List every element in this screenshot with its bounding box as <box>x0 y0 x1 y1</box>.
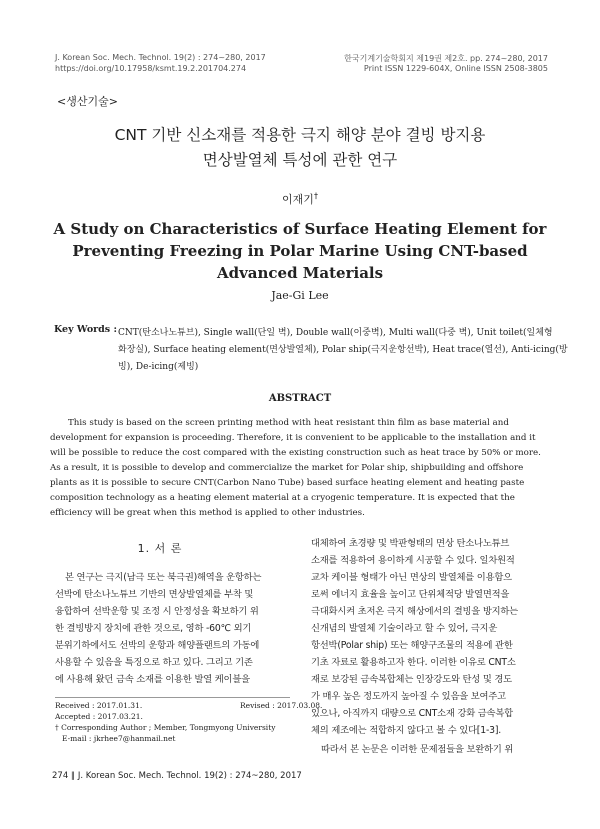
body-line-right: 로써 에너지 효율을 높이고 단위체적당 발열면적을 <box>311 589 510 600</box>
journal-citation-ko: 한국기계기술학회지 제19권 제2호. pp. 274~280, 2017 <box>344 54 548 63</box>
abstract-heading: ABSTRACT <box>268 393 332 404</box>
title-ko-line-2: 면상발열체 특성에 관한 연구 <box>202 151 398 169</box>
keywords-line-3: 빙), De-icing(제빙) <box>118 362 199 372</box>
page-footer: 274 ∥ J. Korean Soc. Mech. Technol. 19(2) : 274~280, 2017 <box>52 771 302 781</box>
body-line-right: 따라서 본 논문은 이러한 문제점들을 보완하기 위 <box>321 744 514 755</box>
body-line-left: 사용할 수 있음을 특징으로 하고 있다. 그리고 기존 <box>55 657 253 668</box>
body-line-right: 항선박(Polar ship) 또는 해양구조물의 적용에 관한 <box>311 640 513 651</box>
keywords-label: Key Words : <box>54 324 117 335</box>
received-date: Received : 2017.01.31. <box>55 701 143 710</box>
body-line-right: 있으나, 아직까지 대량으로 CNT소재 강화 금속복합 <box>311 708 513 719</box>
body-line-left: 융합하여 선박운항 및 조정 시 안정성을 확보하기 위 <box>55 606 259 617</box>
author-en: Jae-Gi Lee <box>271 289 329 302</box>
author-ko-name: 이재기 <box>282 193 314 206</box>
body-line-left: 분위기하에서도 선박의 운항과 해양플랜트의 가동에 <box>55 640 260 651</box>
abstract-line: development for expansion is proceeding. Therefore, it is convenient to be applicable to the installation and it <box>50 433 536 443</box>
abstract-line: This study is based on the screen printing method with heat resistant thin film as base material and <box>68 418 509 428</box>
body-line-right: 기초 자료로 활용하고자 한다. 이러한 이유로 CNT소 <box>311 657 516 668</box>
title-en-line-2: Preventing Freezing in Polar Marine Using CNT-based <box>72 242 528 260</box>
article-category: <생산기술> <box>57 95 118 108</box>
abstract-line: plants as it is possible to secure CNT(Carbon Nano Tube) based surface heating element and heating paste <box>50 478 525 488</box>
body-line-left: 선박에 탄소나노튜브 기반의 면상발열체를 부착 및 <box>55 589 254 600</box>
body-line-left: 본 연구는 극지(남극 또는 북극권)해역을 운항하는 <box>65 572 262 583</box>
body-line-right: 소재를 적용하여 용이하게 시공할 수 있다. 일차원적 <box>311 555 515 566</box>
abstract-line: efficiency will be great when this method is applied to other industries. <box>50 508 365 518</box>
title-en-line-3: Advanced Materials <box>216 264 384 282</box>
journal-citation: J. Korean Soc. Mech. Technol. 19(2) : 274~280, 2017 <box>55 53 266 62</box>
accepted-date: Accepted : 2017.03.21. <box>55 712 143 721</box>
body-line-right: 교차 케이블 형태가 아닌 면상의 발열체를 이용함으 <box>311 572 512 583</box>
abstract-line: As a result, it is possible to develop and commercialize the market for Polar ship, shipbuilding and offshore <box>50 463 524 473</box>
abstract-line: composition technology as a heating element material at a cryogenic temperature. It is expected that the <box>50 493 515 503</box>
revised-date: Revised : 2017.03.08. <box>240 701 323 710</box>
doi-link[interactable]: https://doi.org/10.17958/ksmt.19.2.201704.274 <box>55 64 247 73</box>
body-line-right: 체의 제조에는 적합하지 않다고 볼 수 있다[1-3]. <box>311 725 501 736</box>
author-ko <box>0 191 600 207</box>
body-line-right: 대체하여 초경량 및 박판형태의 면상 탄소나노튜브 <box>311 538 510 549</box>
title-en-line-1: A Study on Characteristics of Surface Heating Element for <box>53 220 547 238</box>
keywords-line-2: 화장실), Surface heating element(면상발열체), Polar ship(극지운항선박), Heat trace(열선), Anti-icing(방 <box>118 345 568 355</box>
abstract-line: will be possible to reduce the cost compared with the existing construction such as heat trace by 50% or more. <box>50 448 541 458</box>
body-line-left: 한 결빙방지 장치에 관한 것으로, 영하 -60℃ 외기 <box>55 623 252 634</box>
body-line-right: 극대화시켜 초저온 극지 해상에서의 결빙을 방지하는 <box>311 606 518 617</box>
email[interactable]: E-mail : jkrhee7@hanmail.net <box>62 734 176 743</box>
body-line-right: 가 매우 높은 정도까지 높아질 수 있음을 보여주고 <box>311 691 506 702</box>
body-line-right: 신개념의 발열체 기술이라고 할 수 있어, 극지운 <box>311 623 498 634</box>
body-line-right: 재로 보강된 금속복합체는 인장강도와 탄성 및 경도 <box>311 674 512 685</box>
corresponding-mark: † <box>313 191 318 201</box>
corresponding-author: † Corresponding Author ; Member, Tongmyong University <box>55 723 276 732</box>
section-heading-introduction: 1. 서 론 <box>137 542 183 555</box>
title-ko-line-1: CNT 기반 신소재를 적용한 극지 해양 분야 결빙 방지용 <box>114 126 486 144</box>
body-line-left: 에 사용해 왔던 금속 소재를 이용한 발열 케이블을 <box>55 674 250 685</box>
keywords-line-1: CNT(탄소나노튜브), Single wall(단일 벽), Double wall(이중벽), Multi wall(다중 벽), Unit toilet(일체형 <box>118 328 553 338</box>
issn-info: Print ISSN 1229-604X, Online ISSN 2508-3805 <box>363 64 548 73</box>
footnote-divider <box>55 697 290 698</box>
